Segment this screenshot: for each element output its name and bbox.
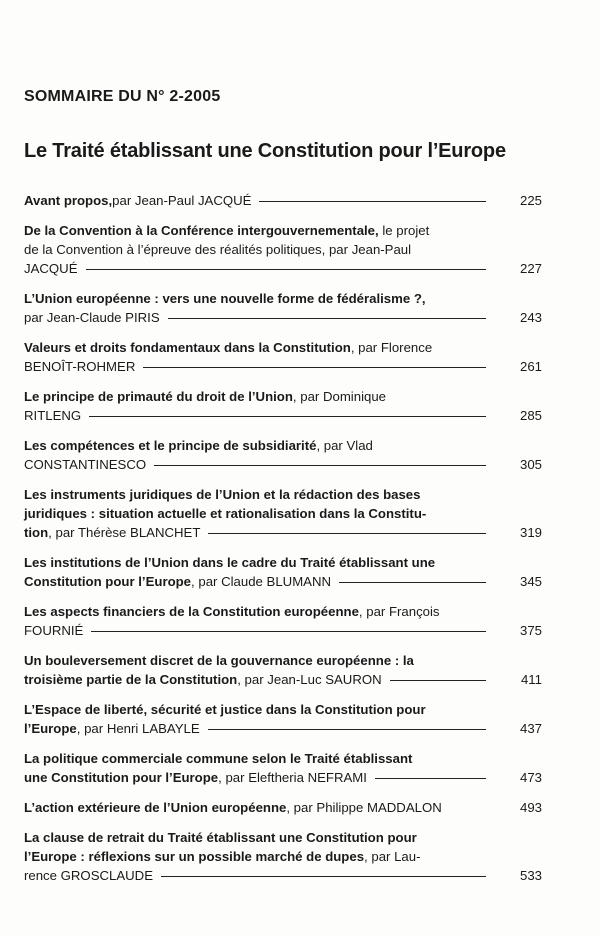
toc-entry [24,387,542,425]
toc-entry-text [24,191,542,210]
toc-entry-text [24,749,542,787]
article-title-segment: L’action extérieure de l’Union européenne [24,800,287,815]
leader-line [390,680,486,681]
page-number: 411 [520,672,542,687]
toc-entry-last-line [24,670,488,689]
page-number: 533 [519,868,542,883]
toc-entry-line [24,749,488,768]
author-segment: , par Henri LABAYLE [76,721,200,736]
author-segment: FOURNIÉ [24,623,84,638]
toc-entry-last-line [24,719,488,738]
article-title-segment: Valeurs et droits fondamentaux dans la Constitution [24,340,351,355]
toc-entry-line [24,828,488,847]
toc-entry-line [24,602,488,621]
toc-entry-text [24,651,542,689]
leader-line [86,269,487,270]
toc-entry [24,700,542,738]
article-title-segment: Le principe de primauté du droit de l’Union [24,389,293,404]
toc-entry-line [24,436,488,455]
leader-line [154,465,486,466]
article-title-segment: l’Europe : réflexions sur un possible marché de dupes [24,849,365,864]
article-title-segment: juridiques : situation actuelle et rationalisation dans la Constitu- [24,506,427,521]
author-segment: RITLENG [24,408,82,423]
article-title-segment: Les instruments juridiques de l’Union et la rédaction des bases [24,487,421,502]
author-segment: , par Lau- [364,849,421,864]
toc-entry [24,798,542,817]
toc-entry-text [24,602,542,640]
author-segment: CONSTANTINESCO [24,457,147,472]
toc-entry-line [24,700,488,719]
toc-entry-text [24,828,542,885]
toc-entry-text [24,221,542,278]
toc-entry-last-line [24,357,488,376]
toc-entry-line [24,485,488,504]
author-segment: , par Thérèse BLANCHET [48,525,201,540]
article-title-segment: De la Convention à la Conférence intergouvernementale, [24,223,379,238]
leader-line [168,318,486,319]
author-segment: le projet [378,223,430,238]
page-number: 437 [519,721,542,736]
toc-entry [24,749,542,787]
article-title-segment: La clause de retrait du Traité établissant une Constitution pour [24,830,417,845]
author-segment: JACQUÉ [24,261,78,276]
toc-entry-line [24,240,488,259]
leader-line [91,631,486,632]
page-number: 285 [519,408,542,423]
toc-entry-last-line [24,259,488,278]
page-number: 473 [519,770,542,785]
article-title-segment: Un bouleversement discret de la gouvernance européenne : la [24,653,414,668]
toc-entry [24,651,542,689]
issue-title: Le Traité établissant une Constitution pour l’Europe [24,140,506,162]
author-segment: , par Philippe MADDALON [286,800,442,815]
author-segment: , par Claude BLUMANN [191,574,332,589]
toc-entry-text [24,436,542,474]
toc-entry-last-line [24,308,488,327]
table-of-contents [24,191,542,896]
page-number: 225 [519,193,542,208]
page-number: 493 [519,800,542,815]
author-segment: , par Jean-Luc SAURON [237,672,382,687]
leader-line [208,533,486,534]
author-segment: rence GROSCLAUDE [24,868,153,883]
leader-line [143,367,486,368]
toc-entry-line [24,387,488,406]
article-title-segment: Les institutions de l’Union dans le cadre du Traité établissant une [24,555,436,570]
toc-entry-text [24,553,542,591]
toc-entry-text [24,338,542,376]
author-segment: par Jean-Claude PIRIS [24,310,160,325]
toc-entry-last-line [24,798,488,817]
toc-entry-text [24,700,542,738]
leader-line [208,729,486,730]
toc-entry-last-line [24,406,488,425]
toc-entry-last-line [24,191,488,210]
article-title-segment: l’Europe [24,721,77,736]
article-title-segment: Constitution pour l’Europe [24,574,192,589]
article-title-segment: L’Union européenne : vers une nouvelle forme de fédéralisme ?, [24,291,426,306]
toc-entry-text [24,387,542,425]
page-number: 261 [519,359,542,374]
article-title-segment: une Constitution pour l’Europe [24,770,219,785]
article-title-segment: tion [24,525,49,540]
article-title-segment: La politique commerciale commune selon le Traité établissant [24,751,413,766]
toc-entry [24,289,542,327]
author-segment: par Jean-Paul JACQUÉ [112,193,252,208]
toc-entry [24,191,542,210]
page-number: 305 [519,457,542,472]
toc-entry [24,436,542,474]
toc-entry-line [24,651,488,670]
toc-entry [24,221,542,278]
author-segment: BENOÎT-ROHMER [24,359,136,374]
toc-entry [24,828,542,885]
toc-entry [24,602,542,640]
toc-entry-line [24,504,488,523]
author-segment: , par Florence [350,340,433,355]
leader-line [375,778,486,779]
leader-line [259,201,486,202]
toc-entry [24,338,542,376]
toc-entry-last-line [24,621,488,640]
page-number: 319 [519,525,542,540]
author-segment: , par François [358,604,440,619]
toc-entry-last-line [24,768,488,787]
leader-line [89,416,486,417]
article-title-segment: Les compétences et le principe de subsidiarité [24,438,317,453]
page-number: 375 [519,623,542,638]
page-number: 345 [519,574,542,589]
author-segment: de la Convention à l’épreuve des réalités politiques, par Jean-Paul [24,242,412,257]
leader-line [161,876,486,877]
toc-entry-last-line [24,866,488,885]
toc-entry-text [24,485,542,542]
leader-line [339,582,486,583]
author-segment: , par Dominique [292,389,386,404]
toc-entry-line [24,553,488,572]
toc-entry-last-line [24,572,488,591]
toc-entry-line [24,221,488,240]
page-number: 243 [519,310,542,325]
article-title-segment: L’Espace de liberté, sécurité et justice dans la Constitution pour [24,702,426,717]
toc-entry-last-line [24,523,488,542]
toc-entry-text [24,798,542,817]
toc-entry-last-line [24,455,488,474]
toc-entry-line [24,338,488,357]
author-segment: , par Eleftheria NEFRAMI [218,770,367,785]
toc-entry-line [24,847,488,866]
toc-entry-text [24,289,542,327]
toc-entry-line [24,289,488,308]
article-title-segment: Avant propos, [24,193,113,208]
article-title-segment: troisième partie de la Constitution [24,672,238,687]
toc-entry [24,485,542,542]
page-number: 227 [519,261,542,276]
author-segment: , par Vlad [316,438,373,453]
toc-entry [24,553,542,591]
article-title-segment: Les aspects financiers de la Constitution européenne [24,604,359,619]
issue-heading: SOMMAIRE DU N° 2-2005 [24,88,221,105]
